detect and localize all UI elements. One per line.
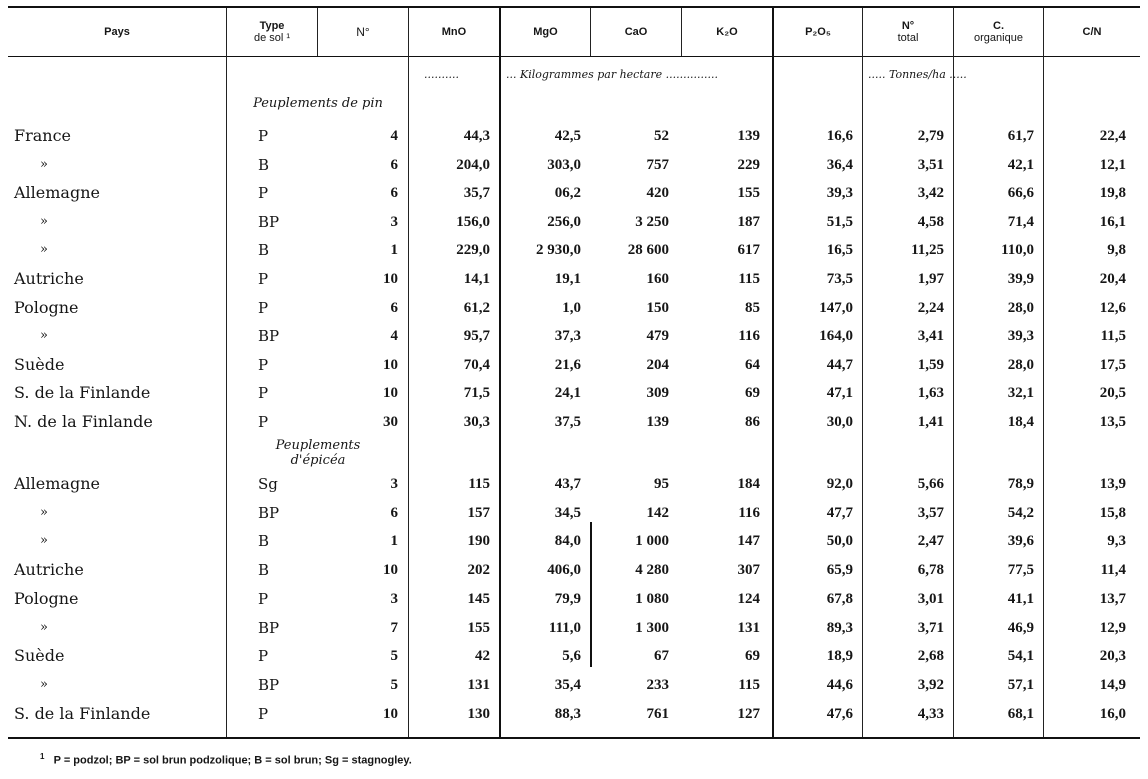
cell-mgo: 2 930,0 bbox=[536, 242, 581, 259]
cell-cao: 479 bbox=[646, 328, 669, 345]
cell-n: 4 bbox=[390, 328, 398, 345]
cell-ntot: 2,79 bbox=[917, 128, 944, 144]
cell-mgo: 21,6 bbox=[554, 356, 581, 373]
cell-p2o5: 47,6 bbox=[826, 705, 853, 722]
cell-n: 10 bbox=[383, 271, 398, 287]
cell-cao: 95 bbox=[654, 476, 669, 492]
header-p2o5 bbox=[774, 10, 862, 54]
table-row bbox=[0, 527, 1148, 555]
cell-n: 30 bbox=[383, 414, 398, 430]
cell-p2o5: 39,3 bbox=[826, 185, 853, 202]
cell-corg: 68,1 bbox=[1007, 705, 1034, 722]
cell-cn: 12,6 bbox=[1099, 299, 1126, 316]
cell-cn: 15,8 bbox=[1099, 504, 1126, 521]
table-row bbox=[0, 585, 1148, 613]
cell-cao: 761 bbox=[646, 705, 669, 722]
cell-k2o: 69 bbox=[745, 648, 760, 665]
cell-pays: » bbox=[40, 533, 48, 549]
cell-k2o: 69 bbox=[745, 385, 760, 402]
cell-mno: 35,7 bbox=[463, 185, 490, 202]
cell-ntot: 5,66 bbox=[917, 476, 944, 492]
cell-cao: 160 bbox=[646, 271, 669, 287]
cell-mgo: 303,0 bbox=[547, 156, 581, 173]
cell-pays: S. de la Finlande bbox=[14, 383, 151, 403]
table-row bbox=[0, 322, 1148, 350]
header-mgo bbox=[501, 10, 590, 54]
cell-mgo: 256,0 bbox=[547, 213, 581, 230]
cell-pays: » bbox=[40, 676, 48, 692]
cell-mgo: 406,0 bbox=[547, 562, 581, 579]
header-cao-label: CaO bbox=[624, 26, 648, 38]
cell-ntot: 1,59 bbox=[917, 356, 944, 373]
cell-n: 7 bbox=[390, 619, 398, 636]
cell-mno: 70,4 bbox=[463, 356, 490, 373]
cell-corg: 71,4 bbox=[1007, 213, 1034, 230]
cell-type-sol: B bbox=[258, 241, 270, 260]
cell-pays: Suède bbox=[14, 646, 65, 666]
cell-p2o5: 44,6 bbox=[826, 676, 853, 693]
cell-pays: Allemagne bbox=[14, 183, 100, 203]
header-cn bbox=[1044, 10, 1140, 54]
cell-n: 3 bbox=[390, 590, 398, 607]
cell-corg: 39,9 bbox=[1007, 271, 1034, 287]
cell-n: 3 bbox=[390, 476, 398, 492]
cell-k2o: 229 bbox=[737, 156, 760, 173]
cell-cao: 3 250 bbox=[635, 213, 669, 230]
cell-cao: 1 300 bbox=[635, 619, 669, 636]
cell-pays: S. de la Finlande bbox=[14, 703, 151, 723]
header-n-total-line2: total bbox=[897, 32, 919, 44]
cell-p2o5: 65,9 bbox=[826, 562, 853, 579]
cell-corg: 39,6 bbox=[1007, 533, 1034, 550]
table-row bbox=[0, 122, 1148, 150]
cell-k2o: 116 bbox=[738, 504, 760, 521]
section-label-epicea-line2: d'épicéa bbox=[290, 453, 346, 468]
cell-ntot: 3,71 bbox=[917, 619, 944, 636]
cell-n: 3 bbox=[390, 213, 398, 230]
cell-pays: Pologne bbox=[14, 588, 79, 608]
footnote-text: P = podzol; BP = sol brun podzolique; B = sol brun; Sg = stagnogley. bbox=[53, 754, 412, 767]
cell-mgo: 111,0 bbox=[548, 619, 581, 636]
cell-type-sol: B bbox=[258, 561, 270, 580]
cell-pays: Autriche bbox=[14, 560, 84, 580]
cell-k2o: 85 bbox=[745, 299, 760, 316]
cell-cao: 67 bbox=[654, 648, 669, 665]
cell-ntot: 11,25 bbox=[911, 242, 944, 259]
cell-n: 10 bbox=[383, 356, 398, 373]
cell-ntot: 3,41 bbox=[917, 328, 944, 345]
cell-p2o5: 16,5 bbox=[826, 242, 853, 259]
table-row bbox=[0, 642, 1148, 670]
cell-cao: 28 600 bbox=[627, 242, 669, 259]
cell-mgo: 43,7 bbox=[554, 476, 581, 492]
cell-ntot: 1,63 bbox=[917, 385, 944, 402]
cell-cao: 52 bbox=[654, 128, 669, 144]
cell-n: 4 bbox=[390, 128, 398, 144]
cell-p2o5: 51,5 bbox=[826, 213, 853, 230]
table-row bbox=[0, 499, 1148, 527]
cell-k2o: 155 bbox=[737, 185, 760, 202]
table-row bbox=[0, 470, 1148, 498]
cell-mgo: 35,4 bbox=[554, 676, 581, 693]
header-cao bbox=[591, 10, 681, 54]
cell-ntot: 3,57 bbox=[917, 504, 944, 521]
cell-type-sol: B bbox=[258, 532, 270, 551]
section-label-pin: Peuplements de pin bbox=[253, 96, 383, 111]
cell-corg: 42,1 bbox=[1007, 156, 1034, 173]
cell-n: 1 bbox=[390, 242, 398, 259]
cell-cn: 11,5 bbox=[1100, 328, 1126, 345]
table-row bbox=[0, 179, 1148, 207]
cell-ntot: 3,01 bbox=[917, 590, 944, 607]
unit-tonnes-per-ha: ..... Tonnes/ha ..... bbox=[868, 68, 967, 81]
cell-cn: 12,1 bbox=[1099, 156, 1126, 173]
cell-n: 6 bbox=[390, 156, 398, 173]
cell-mno: 155 bbox=[467, 619, 490, 636]
cell-pays: » bbox=[40, 156, 48, 172]
header-c-organique-line2: organique bbox=[974, 32, 1023, 44]
cell-k2o: 124 bbox=[737, 590, 760, 607]
header-n-total bbox=[863, 10, 953, 54]
table-row bbox=[0, 671, 1148, 699]
cell-cn: 12,9 bbox=[1099, 619, 1126, 636]
cell-corg: 57,1 bbox=[1007, 676, 1034, 693]
cell-cn: 16,1 bbox=[1099, 213, 1126, 230]
cell-p2o5: 92,0 bbox=[826, 476, 853, 492]
cell-n: 5 bbox=[390, 676, 398, 693]
cell-mgo: 37,3 bbox=[554, 328, 581, 345]
cell-cn: 16,0 bbox=[1099, 705, 1126, 722]
cell-cn: 20,4 bbox=[1099, 271, 1126, 287]
cell-k2o: 115 bbox=[738, 271, 760, 287]
cell-mgo: 84,0 bbox=[554, 533, 581, 550]
cell-ntot: 2,24 bbox=[917, 299, 944, 316]
cell-corg: 46,9 bbox=[1007, 619, 1034, 636]
cell-mgo: 06,2 bbox=[554, 185, 581, 202]
header-mno-label: MnO bbox=[441, 26, 467, 38]
cell-mno: 14,1 bbox=[463, 271, 490, 287]
cell-p2o5: 89,3 bbox=[826, 619, 853, 636]
cell-pays: » bbox=[40, 504, 48, 520]
cell-mno: 156,0 bbox=[456, 213, 490, 230]
cell-p2o5: 164,0 bbox=[819, 328, 853, 345]
header-cn-label: C/N bbox=[1082, 26, 1102, 38]
cell-type-sol: P bbox=[258, 384, 269, 403]
cell-mgo: 79,9 bbox=[554, 590, 581, 607]
cell-corg: 110,0 bbox=[1001, 242, 1034, 259]
cell-corg: 54,2 bbox=[1007, 504, 1034, 521]
cell-ntot: 3,51 bbox=[917, 156, 944, 173]
cell-p2o5: 67,8 bbox=[826, 590, 853, 607]
cell-cao: 757 bbox=[646, 156, 669, 173]
header-pays bbox=[8, 10, 226, 54]
cell-cn: 11,4 bbox=[1100, 562, 1126, 579]
cell-mgo: 1,0 bbox=[562, 299, 581, 316]
cell-n: 1 bbox=[390, 533, 398, 550]
cell-ntot: 4,33 bbox=[917, 705, 944, 722]
table-row bbox=[0, 556, 1148, 584]
cell-p2o5: 36,4 bbox=[826, 156, 853, 173]
cell-p2o5: 44,7 bbox=[826, 356, 853, 373]
cell-ntot: 2,68 bbox=[917, 648, 944, 665]
cell-k2o: 187 bbox=[737, 213, 760, 230]
cell-mno: 115 bbox=[468, 476, 490, 492]
cell-k2o: 86 bbox=[745, 414, 760, 430]
header-pays-label: Pays bbox=[104, 26, 130, 38]
cell-type-sol: B bbox=[258, 155, 270, 174]
cell-k2o: 307 bbox=[737, 562, 760, 579]
cell-type-sol: P bbox=[258, 127, 269, 145]
cell-mgo: 88,3 bbox=[554, 705, 581, 722]
cell-n: 10 bbox=[383, 562, 398, 579]
cell-corg: 28,0 bbox=[1007, 356, 1034, 373]
cell-p2o5: 18,9 bbox=[826, 648, 853, 665]
cell-pays: N. de la Finlande bbox=[14, 412, 153, 431]
cell-mno: 71,5 bbox=[463, 385, 490, 402]
cell-cao: 139 bbox=[646, 414, 669, 430]
cell-cn: 13,5 bbox=[1099, 414, 1126, 430]
cell-cao: 420 bbox=[646, 185, 669, 202]
cell-pays: Allemagne bbox=[14, 474, 100, 493]
cell-type-sol: Sg bbox=[258, 475, 278, 493]
cell-mgo: 19,1 bbox=[554, 271, 581, 287]
cell-corg: 66,6 bbox=[1007, 185, 1034, 202]
cell-type-sol: BP bbox=[258, 675, 280, 694]
cell-mno: 42 bbox=[475, 648, 490, 665]
cell-type-sol: BP bbox=[258, 618, 280, 637]
cell-cn: 19,8 bbox=[1099, 185, 1126, 202]
cell-pays: » bbox=[40, 328, 48, 344]
table-row bbox=[0, 236, 1148, 264]
cell-type-sol: P bbox=[258, 413, 269, 431]
cell-mno: 130 bbox=[467, 705, 490, 722]
cell-n: 10 bbox=[383, 385, 398, 402]
table-bottom-rule bbox=[8, 737, 1140, 739]
table-row bbox=[0, 208, 1148, 236]
cell-k2o: 131 bbox=[737, 619, 760, 636]
cell-pays: Pologne bbox=[14, 297, 79, 317]
cell-k2o: 617 bbox=[737, 242, 760, 259]
cell-mno: 145 bbox=[467, 590, 490, 607]
cell-pays: Suède bbox=[14, 354, 65, 374]
cell-k2o: 64 bbox=[745, 356, 760, 373]
cell-p2o5: 30,0 bbox=[826, 414, 853, 430]
cell-p2o5: 16,6 bbox=[826, 128, 853, 144]
header-k2o bbox=[682, 10, 772, 54]
header-bottom-rule bbox=[8, 56, 1140, 57]
header-n-label: N° bbox=[356, 25, 370, 39]
cell-corg: 32,1 bbox=[1007, 385, 1034, 402]
cell-type-sol: P bbox=[258, 647, 269, 666]
cell-mgo: 37,5 bbox=[554, 414, 581, 430]
cell-mno: 190 bbox=[467, 533, 490, 550]
cell-cao: 4 280 bbox=[635, 562, 669, 579]
cell-type-sol: BP bbox=[258, 327, 280, 346]
cell-pays: France bbox=[14, 126, 72, 145]
header-p2o5-label: P₂O₅ bbox=[805, 26, 831, 38]
cell-cao: 233 bbox=[646, 676, 669, 693]
cell-type-sol: P bbox=[258, 589, 269, 608]
cell-cn: 20,5 bbox=[1099, 385, 1126, 402]
cell-mno: 131 bbox=[467, 676, 490, 693]
cell-cao: 1 080 bbox=[635, 590, 669, 607]
footnote bbox=[40, 752, 412, 767]
cell-ntot: 6,78 bbox=[917, 562, 944, 579]
cell-corg: 77,5 bbox=[1007, 562, 1034, 579]
cell-pays: » bbox=[40, 213, 48, 229]
cell-mgo: 24,1 bbox=[554, 385, 581, 402]
cell-corg: 28,0 bbox=[1007, 299, 1034, 316]
cell-ntot: 2,47 bbox=[917, 533, 944, 550]
cell-corg: 18,4 bbox=[1007, 414, 1034, 430]
cell-type-sol: P bbox=[258, 298, 269, 317]
cell-mno: 157 bbox=[467, 504, 490, 521]
cell-type-sol: BP bbox=[258, 503, 280, 522]
cell-k2o: 139 bbox=[737, 128, 760, 144]
cell-mgo: 34,5 bbox=[554, 504, 581, 521]
table-row bbox=[0, 265, 1148, 293]
cell-cn: 14,9 bbox=[1099, 676, 1126, 693]
cell-mno: 44,3 bbox=[463, 128, 490, 144]
cell-type-sol: P bbox=[258, 704, 269, 723]
header-type-sol-line2: de sol ¹ bbox=[253, 32, 291, 44]
cell-cn: 22,4 bbox=[1099, 128, 1126, 144]
cell-p2o5: 147,0 bbox=[819, 299, 853, 316]
header-type-sol-line1: Type bbox=[259, 20, 285, 32]
cell-cn: 13,7 bbox=[1099, 590, 1126, 607]
cell-mgo: 42,5 bbox=[554, 128, 581, 144]
cell-pays: » bbox=[40, 242, 48, 258]
cell-p2o5: 47,1 bbox=[826, 385, 853, 402]
cell-corg: 41,1 bbox=[1007, 590, 1034, 607]
cell-k2o: 116 bbox=[738, 328, 760, 345]
cell-cn: 13,9 bbox=[1099, 476, 1126, 492]
cell-corg: 78,9 bbox=[1007, 476, 1034, 492]
cell-p2o5: 50,0 bbox=[826, 533, 853, 550]
cell-type-sol: P bbox=[258, 184, 269, 203]
table-top-rule bbox=[8, 6, 1140, 8]
table-row bbox=[0, 151, 1148, 179]
cell-k2o: 184 bbox=[737, 476, 760, 492]
cell-ntot: 4,58 bbox=[917, 213, 944, 230]
unit-dots-mno: .......... bbox=[424, 68, 459, 81]
table-row bbox=[0, 294, 1148, 322]
cell-mno: 229,0 bbox=[456, 242, 490, 259]
cell-corg: 61,7 bbox=[1007, 128, 1034, 144]
cell-type-sol: P bbox=[258, 355, 269, 374]
table-row bbox=[0, 408, 1148, 436]
cell-cao: 150 bbox=[646, 299, 669, 316]
cell-mno: 30,3 bbox=[463, 414, 490, 430]
cell-mno: 61,2 bbox=[463, 299, 490, 316]
cell-mno: 95,7 bbox=[463, 328, 490, 345]
cell-p2o5: 47,7 bbox=[826, 504, 853, 521]
footnote-marker: 1 bbox=[40, 752, 45, 761]
cell-n: 5 bbox=[390, 648, 398, 665]
cell-pays: » bbox=[40, 619, 48, 635]
cell-ntot: 3,42 bbox=[917, 185, 944, 202]
section-label-epicea-line1: Peuplements bbox=[275, 438, 361, 453]
cell-mgo: 5,6 bbox=[562, 648, 581, 665]
header-c-organique bbox=[954, 10, 1043, 54]
cell-cao: 309 bbox=[646, 385, 669, 402]
header-k2o-label: K₂O bbox=[716, 26, 738, 38]
cell-cn: 9,8 bbox=[1107, 242, 1126, 259]
cell-corg: 54,1 bbox=[1007, 648, 1034, 665]
cell-ntot: 1,97 bbox=[917, 271, 944, 287]
header-type-sol bbox=[227, 10, 317, 54]
cell-cao: 204 bbox=[646, 356, 669, 373]
cell-n: 6 bbox=[390, 185, 398, 202]
cell-corg: 39,3 bbox=[1007, 328, 1034, 345]
header-mgo-label: MgO bbox=[533, 26, 558, 38]
cell-n: 6 bbox=[390, 299, 398, 316]
table-row bbox=[0, 614, 1148, 642]
cell-mno: 202 bbox=[467, 562, 490, 579]
cell-cao: 1 000 bbox=[635, 533, 669, 550]
cell-type-sol: BP bbox=[258, 212, 280, 231]
cell-ntot: 3,92 bbox=[917, 676, 944, 693]
cell-n: 10 bbox=[383, 705, 398, 722]
table-row bbox=[0, 351, 1148, 379]
cell-cao: 142 bbox=[646, 504, 669, 521]
table-row bbox=[0, 700, 1148, 728]
cell-pays: Autriche bbox=[14, 269, 84, 288]
table-row bbox=[0, 379, 1148, 407]
cell-k2o: 115 bbox=[738, 676, 760, 693]
cell-cn: 9,3 bbox=[1107, 533, 1126, 550]
cell-ntot: 1,41 bbox=[917, 414, 944, 430]
cell-cn: 17,5 bbox=[1099, 356, 1126, 373]
cell-type-sol: P bbox=[258, 270, 269, 288]
cell-n: 6 bbox=[390, 504, 398, 521]
unit-kg-per-ha: ... Kilogrammes par hectare ............... bbox=[506, 68, 719, 81]
header-mno bbox=[409, 10, 499, 54]
cell-k2o: 127 bbox=[737, 705, 760, 722]
cell-k2o: 147 bbox=[737, 533, 760, 550]
header-n bbox=[318, 10, 408, 54]
header-n-total-line1: N° bbox=[901, 20, 915, 32]
cell-cn: 20,3 bbox=[1099, 648, 1126, 665]
header-c-organique-line1: C. bbox=[993, 20, 1004, 32]
cell-p2o5: 73,5 bbox=[826, 271, 853, 287]
cell-mno: 204,0 bbox=[456, 156, 490, 173]
section-label-epicea bbox=[228, 438, 408, 468]
